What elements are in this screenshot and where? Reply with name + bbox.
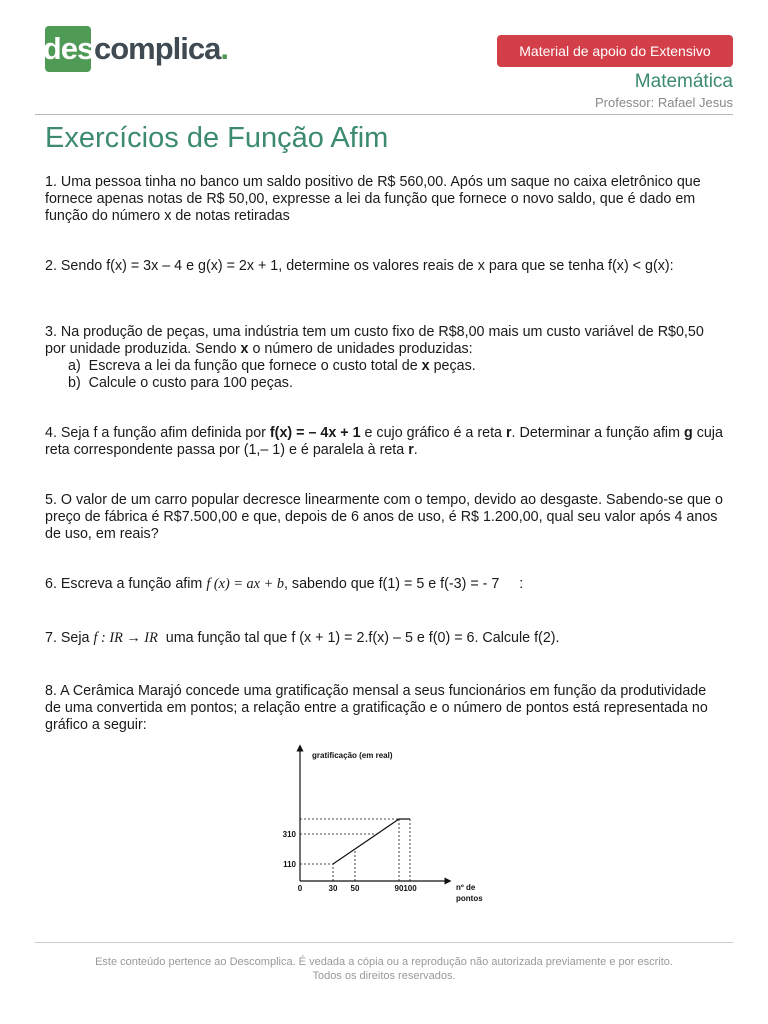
x-axis-label-line2: pontos (456, 894, 483, 903)
q4-p3: . Determinar a função afim (511, 425, 684, 441)
logo-dot: . (220, 31, 229, 66)
x-axis-label-line1: nº de (456, 883, 476, 892)
q4-b3: g (683, 425, 693, 441)
q4-p1: 4. Seja f a função afim definida por (45, 425, 270, 441)
q4-b2: r (505, 425, 512, 441)
subject-label: Matemática (634, 71, 733, 92)
x-tick-50: 50 (350, 884, 360, 893)
y-tick-110: 110 (283, 860, 296, 869)
descomplica-logo (42, 26, 229, 72)
question-7 (45, 630, 725, 647)
q7-formula: f : IR → IR (93, 630, 158, 646)
q4-b1: f(x) = – 4x + 1 (269, 425, 361, 441)
question-3 (45, 324, 725, 358)
question-8: 8. A Cerâmica Marajó concede uma gratificação mensal a seus funcionários em função da produtividade de uma convertida em pontos; a relação entre a gratificação e o número de pontos está representada no gráfico a seguir: (45, 683, 708, 733)
question-4 (45, 425, 725, 459)
q6-pre: 6. Escreva a função afim (45, 576, 207, 592)
q4-b4: r (408, 442, 414, 458)
logo-text-main: complica (94, 31, 221, 66)
question-5: 5. O valor de um carro popular decresce linearmente com o tempo, devido ao desgaste. Sabendo-se que o preço de fábrica é R$7.500,00 e que, depois de 6 anos de uso, é R$ 1.200,00, qual seu valor após 4 anos de uso, em reais? (45, 492, 723, 542)
q7-post: uma função tal que f (x + 1) = 2.f(x) – 5 e f(0) = 6. Calcule f(2). (157, 630, 560, 646)
page-title: Exercícios de Função Afim (45, 122, 389, 154)
question-3a (68, 358, 476, 375)
x-tick-0: 0 (297, 884, 303, 893)
q4-p4: cuja reta correspondente passa por (1,– 1) e é paralela à reta (45, 425, 723, 458)
footer (0, 955, 768, 983)
q3a-pre: a) Escreva a lei da função que fornece o custo total de (68, 358, 422, 374)
footer-line-1: Este conteúdo pertence ao Descomplica. É vedada a cópia ou a reprodução não autorizada previamente e por escrito. (95, 956, 673, 968)
x-tick-90: 90 (394, 884, 404, 893)
header-divider (35, 114, 733, 115)
footer-line-2: Todos os direitos reservados. (312, 970, 456, 982)
q6-post: , sabendo que f(1) = 5 e f(-3) = - 7 : (283, 576, 524, 592)
q7-pre: 7. Seja (45, 630, 94, 646)
q3a-post: peças. (429, 358, 476, 374)
q3-var: x (240, 341, 249, 357)
q4-p5: . (413, 442, 418, 458)
question-1: 1. Uma pessoa tinha no banco um saldo positivo de R$ 560,00. Após um saque no caixa eletrônico que fornece apenas notas de R$ 50,00, expresse a lei da função que fornece o novo saldo, que é dado em função do número x de notas retiradas (45, 174, 701, 224)
question-3b: b) Calcule o custo para 100 peças. (68, 375, 293, 391)
q3-text-pre: 3. Na produção de peças, uma indústria tem um custo fixo de R$8,00 mais um custo variável de R$0,50 por unidade produzida. Sendo (45, 324, 704, 357)
x-tick-30: 30 (328, 884, 338, 893)
gratification-chart (270, 740, 500, 910)
q3-text-post: o número de unidades produzidas: (248, 341, 473, 357)
question-2: 2. Sendo f(x) = 3x – 4 e g(x) = 2x + 1, determine os valores reais de x para que se tenha f(x) < g(x): (45, 258, 674, 274)
logo-text (94, 31, 228, 67)
y-axis-label: gratificação (em real) (312, 751, 393, 760)
q3a-var: x (421, 358, 430, 374)
series-line (333, 819, 410, 864)
footer-divider (35, 942, 733, 943)
y-tick-310: 310 (282, 830, 296, 839)
q6-formula: f (x) = ax + b (206, 576, 284, 592)
professor-label: Professor: Rafael Jesus (594, 95, 733, 110)
material-badge: Material de apoio do Extensivo (497, 35, 733, 67)
x-tick-100: 100 (403, 884, 417, 893)
q4-p2: e cujo gráfico é a reta (360, 425, 506, 441)
logo-box: des (45, 26, 91, 72)
question-6 (45, 576, 725, 593)
